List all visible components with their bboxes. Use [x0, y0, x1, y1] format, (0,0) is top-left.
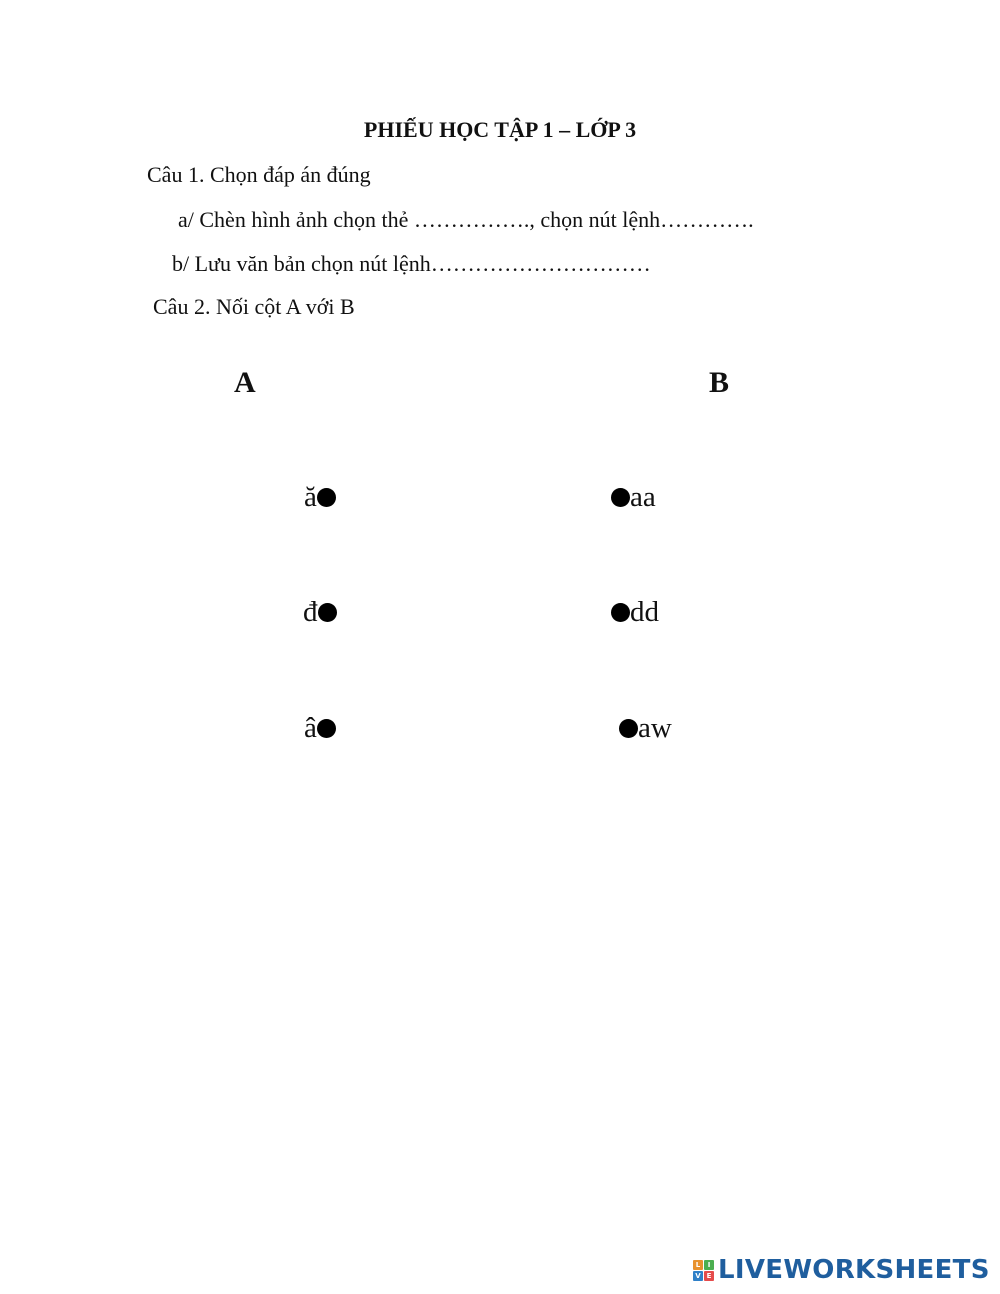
question-1-heading: Câu 1. Chọn đáp án đúng [147, 162, 371, 187]
column-a-item [304, 712, 336, 745]
logo-text: LIVEWORKSHEETS [718, 1255, 990, 1285]
logo-cell: L [693, 1260, 703, 1270]
logo-cell: V [693, 1271, 703, 1281]
column-b-item-label: dd [630, 596, 659, 628]
worksheet-title: PHIẾU HỌC TẬP 1 – LỚP 3 [363, 117, 637, 142]
logo-grid-icon [693, 1260, 714, 1281]
column-a-item-label: â [304, 712, 317, 744]
question-1-part-a: a/ Chèn hình ảnh chọn thẻ ……………., chọn nút lệnh…………. [178, 207, 754, 232]
logo-cell: E [704, 1271, 714, 1281]
match-dot[interactable] [317, 488, 336, 507]
match-dot[interactable] [611, 603, 630, 622]
column-b-item-label: aw [638, 712, 672, 744]
match-dot[interactable] [611, 488, 630, 507]
column-b-item [619, 712, 672, 745]
column-b-item-label: aa [630, 481, 656, 513]
match-dot[interactable] [317, 719, 336, 738]
logo-cell: I [704, 1260, 714, 1270]
column-a-item-label: đ [303, 596, 318, 628]
column-b-item [611, 596, 659, 629]
column-a-header: A [234, 366, 256, 399]
column-a-item-label: ă [304, 481, 317, 513]
question-2-heading: Câu 2. Nối cột A với B [153, 294, 355, 319]
column-a-item [303, 596, 337, 629]
match-dot[interactable] [619, 719, 638, 738]
column-b-header: B [709, 366, 730, 399]
column-a-item [304, 481, 336, 514]
column-b-item [611, 481, 656, 514]
match-dot[interactable] [318, 603, 337, 622]
liveworksheets-logo [693, 1255, 990, 1285]
question-1-part-b: b/ Lưu văn bản chọn nút lệnh………………………… [172, 251, 651, 276]
